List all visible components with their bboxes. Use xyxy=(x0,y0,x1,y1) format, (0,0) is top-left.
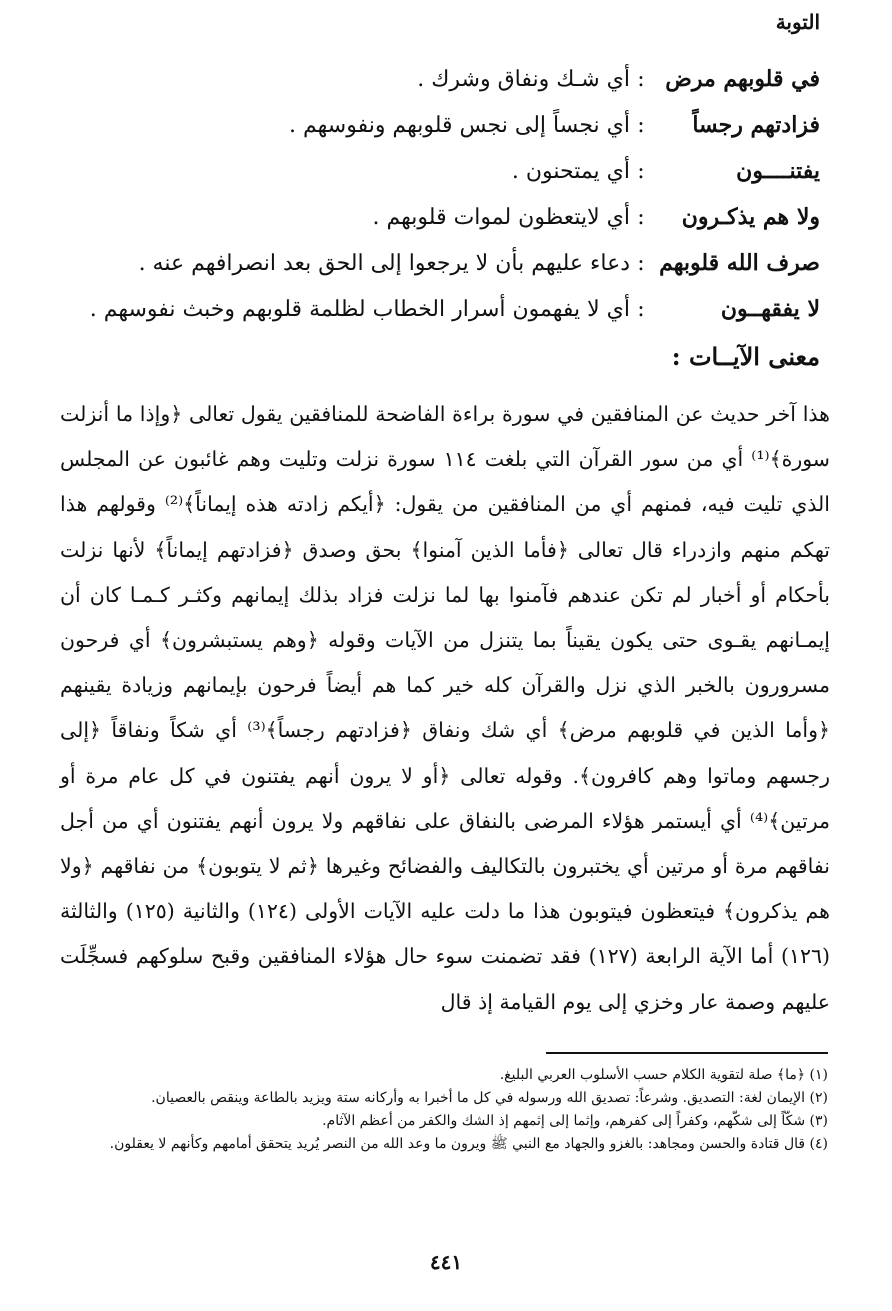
footnote-separator xyxy=(546,1052,828,1054)
glossary-term: يفتنــــون xyxy=(736,158,820,184)
footnote: (٢) الإيمان لغة: التصديق. وشرعاً: تصديق الله ورسوله في كل ما أخبرا به وأركانه ستة ويزيد بالطاعة وينقص بالعصيان. xyxy=(151,1090,828,1106)
glossary-colon: : xyxy=(637,297,645,322)
section-title: معنى الآيــات : xyxy=(671,342,820,371)
body-paragraph: هذا آخر حديث عن المنافقين في سورة براءة الفاضحة للمنافقين يقول تعالى ﴿وإذا ما أنزلت سورة﴾⁽¹⁾ أي من سور القرآن التي بلغت ١١٤ سورة نزلت وتليت وهم غائبون عن المجلس الذي تليت فيه، فمنهم أي من المنافقين من يقول: ﴿أيكم زادته هذه إيماناً﴾⁽²⁾ وقولهم هذا تهكم منهم وازدراء قال تعالى ﴿فأما الذين آمنوا﴾ بحق وصدق ﴿فزادتهم إيماناً﴾ لأنها نزلت بأحكام أو أخبار لم تكن عندهم فآمنوا بها لما نزلت فزاد بذلك إيمانهم وكثـر كـمـا كان أن إيمـانهم يقـوى حتى يكون يقيناً بما يتنزل من الآيات وقوله ﴿وهم يستبشرون﴾ أي فرحون مسرورون بالخبر الذي نزل والقرآن كله خير كما هم أيضاً فرحون بإيمانهم وزيادة يقينهم ﴿وأما الذين في قلوبهم مرض﴾ أي شك ونفاق ﴿فزادتهم رجساً﴾⁽³⁾ أي شكاً ونفاقاً ﴿إلى رجسهم وماتوا وهم كافرون﴾. وقوله تعالى ﴿أو لا يرون أنهم يفتنون في كل عام مرة أو مرتين﴾⁽⁴⁾ أي أيستمر هؤلاء المرضى بالنفاق على نفاقهم ولا يرون أنهم يفتنون أي من أجل نفاقهم مرة أو مرتين أي يختبرون بالتكاليف والفضائح وغيرها ﴿ثم لا يتوبون﴾ من نفاقهم ﴿ولا هم يذكرون﴾ فيتعظون فيتوبون هذا ما دلت عليه الآيات الأولى (١٢٤) والثانية (١٢٥) والثالثة (١٢٦) أما الآية الرابعة (١٢٧) فقد تضمنت سوء حال هؤلاء المنافقين وقبح سلوكهم فسجِّلَت عليهم وصمة عار وخزي إلى يوم القيامة إذ قال xyxy=(60,402,831,1014)
footnote: (١) ﴿ما﴾ صلة لتقوية الكلام حسب الأسلوب العربي البليغ. xyxy=(499,1067,828,1083)
page-number: ٤٤١ xyxy=(429,1250,463,1274)
glossary-colon: : xyxy=(637,67,645,92)
glossary-definition: أي شـك ونفاق وشرك . xyxy=(417,67,630,92)
glossary-row xyxy=(60,158,820,204)
glossary xyxy=(60,66,820,342)
glossary-definition: أي يمتحنون . xyxy=(511,159,630,184)
glossary-row xyxy=(60,66,820,112)
glossary-colon: : xyxy=(637,205,645,230)
glossary-row xyxy=(60,296,820,342)
glossary-term: فزادتهم رجساً xyxy=(692,112,820,138)
footnote: (٣) شكّاً إلى شكّهم، وكفراً إلى كفرهم، وإثما إلى إثمهم إذ الشك والكفر من أعظم الآثام. xyxy=(322,1113,828,1129)
glossary-definition: أي لا يفهمون أسرار الخطاب لظلمة قلوبهم وخبث نفوسهم . xyxy=(89,297,630,322)
glossary-term: في قلوبهم مرض xyxy=(665,66,820,92)
glossary-definition: أي لايتعظون لموات قلوبهم . xyxy=(372,205,630,230)
glossary-row xyxy=(60,250,820,296)
glossary-definition: دعاء عليهم بأن لا يرجعوا إلى الحق بعد انصرافهم عنه . xyxy=(138,251,630,276)
glossary-term: صرف الله قلوبهم xyxy=(659,250,820,276)
glossary-colon: : xyxy=(637,251,645,276)
commentary-body xyxy=(60,392,830,1025)
running-header: التوبة xyxy=(775,10,820,34)
glossary-term: ولا هم يذكـرون xyxy=(681,204,820,230)
footnotes xyxy=(56,1064,828,1156)
glossary-definition: أي نجساً إلى نجس قلوبهم ونفوسهم . xyxy=(289,113,630,138)
footnote: (٤) قال قتادة والحسن ومجاهد: بالغزو والجهاد مع النبي ﷺ ويرون ما وعد الله من النصر يُريد يتحقق أمامهم وكأنهم لا يعقلون. xyxy=(109,1136,828,1152)
glossary-row xyxy=(60,204,820,250)
glossary-colon: : xyxy=(637,113,645,138)
glossary-term: لا يفقهــون xyxy=(720,296,820,322)
glossary-colon: : xyxy=(637,159,645,184)
glossary-row xyxy=(60,112,820,158)
